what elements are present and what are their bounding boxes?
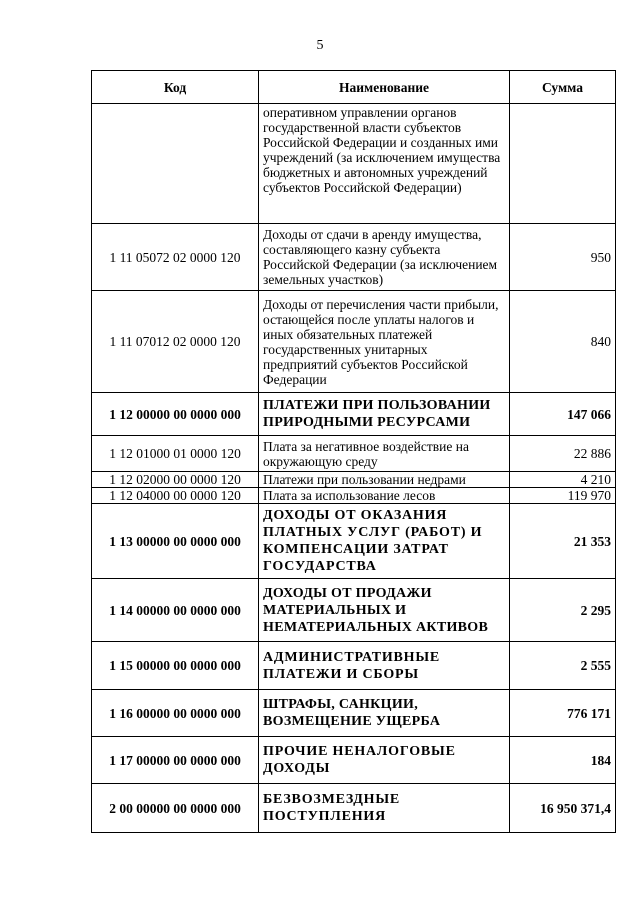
row-name: ДОХОДЫ ОТ ПРОДАЖИ МАТЕРИАЛЬНЫХ И НЕМАТЕРИАЛЬНЫХ АКТИВОВ [259, 579, 510, 642]
table-row [92, 224, 616, 291]
row-name: БЕЗВОЗМЕЗДНЫЕ ПОСТУПЛЕНИЯ [259, 784, 510, 833]
table-row [92, 104, 616, 224]
row-code: 1 12 01000 01 0000 120 [92, 436, 259, 472]
row-amount: 2 295 [510, 579, 616, 642]
row-name: ПРОЧИЕ НЕНАЛОГОВЫЕ ДОХОДЫ [259, 737, 510, 784]
row-code: 1 14 00000 00 0000 000 [92, 579, 259, 642]
table-row [92, 579, 616, 642]
row-amount: 776 171 [510, 690, 616, 737]
row-amount: 950 [510, 224, 616, 291]
column-header-code: Код [92, 71, 259, 104]
row-name: оперативном управлении органов государственной власти субъектов Российской Федерации и созданных ими учреждений (за исключением имущества бюджетных и автономных учреждений субъектов Российской Федерации) [259, 104, 510, 224]
column-header-amount: Сумма [510, 71, 616, 104]
row-amount: 147 066 [510, 393, 616, 436]
row-name: ПЛАТЕЖИ ПРИ ПОЛЬЗОВАНИИ ПРИРОДНЫМИ РЕСУРСАМИ [259, 393, 510, 436]
row-name: ДОХОДЫ ОТ ОКАЗАНИЯ ПЛАТНЫХ УСЛУГ (РАБОТ) И КОМПЕНСАЦИИ ЗАТРАТ ГОСУДАРСТВА [259, 504, 510, 579]
row-code: 1 16 00000 00 0000 000 [92, 690, 259, 737]
row-name: Доходы от сдачи в аренду имущества, составляющего казну субъекта Российской Федерации (за исключением земельных участков) [259, 224, 510, 291]
row-code: 1 11 07012 02 0000 120 [92, 291, 259, 393]
row-name: ШТРАФЫ, САНКЦИИ, ВОЗМЕЩЕНИЕ УЩЕРБА [259, 690, 510, 737]
row-name: Плата за негативное воздействие на окружающую среду [259, 436, 510, 472]
row-name: Плата за использование лесов [259, 488, 510, 504]
table-row [92, 291, 616, 393]
row-amount: 2 555 [510, 642, 616, 690]
table-row [92, 737, 616, 784]
row-code: 1 17 00000 00 0000 000 [92, 737, 259, 784]
row-code: 1 13 00000 00 0000 000 [92, 504, 259, 579]
row-amount: 840 [510, 291, 616, 393]
table-row [92, 504, 616, 579]
row-code: 1 12 02000 00 0000 120 [92, 472, 259, 488]
table-row [92, 690, 616, 737]
table-row [92, 784, 616, 833]
column-header-name: Наименование [259, 71, 510, 104]
table-row [92, 472, 616, 488]
table-row [92, 393, 616, 436]
table-row [92, 642, 616, 690]
row-amount: 16 950 371,4 [510, 784, 616, 833]
row-amount: 184 [510, 737, 616, 784]
row-name: Доходы от перечисления части прибыли, остающейся после уплаты налогов и иных обязательных платежей государственных унитарных предприятий субъектов Российской Федерации [259, 291, 510, 393]
row-code: 2 00 00000 00 0000 000 [92, 784, 259, 833]
row-name: АДМИНИСТРАТИВНЫЕ ПЛАТЕЖИ И СБОРЫ [259, 642, 510, 690]
row-code: 1 11 05072 02 0000 120 [92, 224, 259, 291]
row-code [92, 104, 259, 224]
row-amount: 119 970 [510, 488, 616, 504]
row-code: 1 12 00000 00 0000 000 [92, 393, 259, 436]
row-amount [510, 104, 616, 224]
row-code: 1 15 00000 00 0000 000 [92, 642, 259, 690]
table-row [92, 488, 616, 504]
row-amount: 21 353 [510, 504, 616, 579]
row-code: 1 12 04000 00 0000 120 [92, 488, 259, 504]
table-header-row [92, 71, 616, 104]
row-name: Платежи при пользовании недрами [259, 472, 510, 488]
page-number: 5 [316, 38, 324, 53]
budget-revenue-table [91, 70, 616, 833]
row-amount: 22 886 [510, 436, 616, 472]
row-amount: 4 210 [510, 472, 616, 488]
table-row [92, 436, 616, 472]
